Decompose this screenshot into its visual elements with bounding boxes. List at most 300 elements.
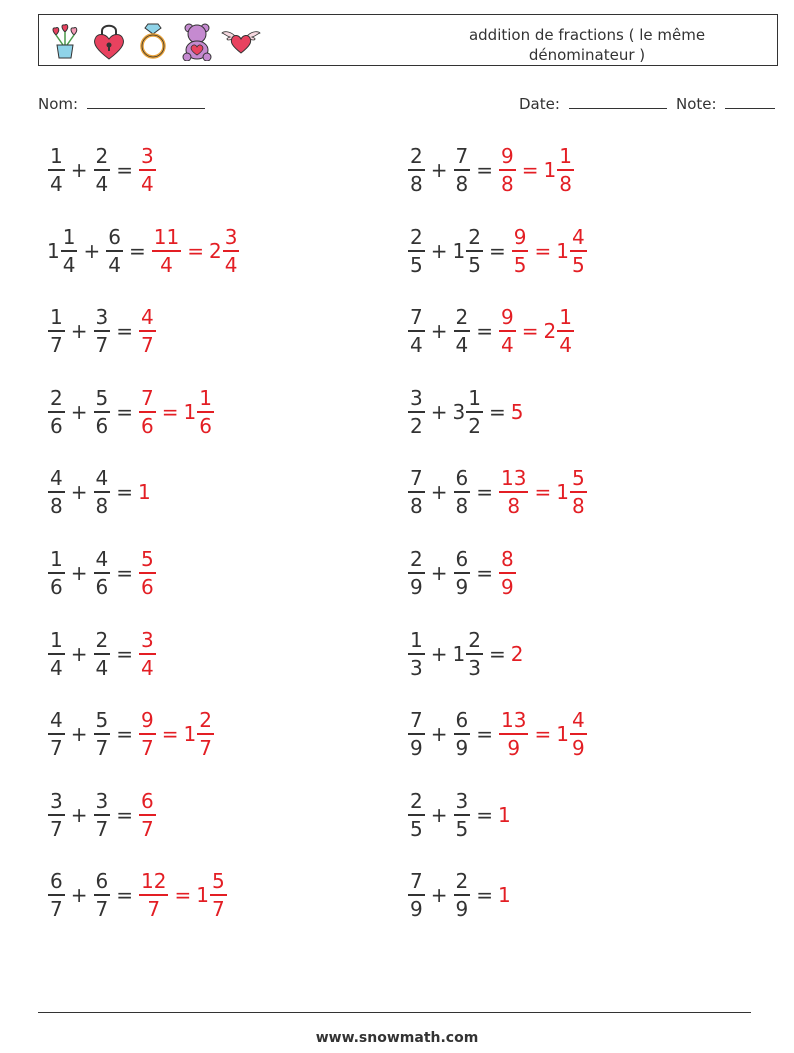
whole-part: 1 bbox=[47, 238, 60, 263]
numerator: 1 bbox=[50, 144, 63, 168]
mixed-number bbox=[93, 707, 112, 761]
fraction bbox=[94, 143, 111, 197]
denominator: 7 bbox=[141, 333, 154, 358]
fraction bbox=[94, 627, 111, 681]
whole-part: 1 bbox=[452, 238, 466, 263]
numerator: 7 bbox=[141, 385, 154, 410]
answer bbox=[498, 546, 517, 600]
equals-sign: = bbox=[116, 641, 133, 666]
mixed-number bbox=[138, 546, 157, 600]
numerator: 1 bbox=[559, 305, 572, 330]
whole-part: 2 bbox=[543, 319, 557, 344]
footer-divider bbox=[38, 1012, 751, 1013]
denominator: 7 bbox=[147, 897, 161, 922]
fraction bbox=[48, 627, 65, 681]
numerator: 8 bbox=[501, 547, 514, 571]
fraction bbox=[454, 143, 471, 197]
mixed-number bbox=[138, 627, 157, 681]
fraction bbox=[94, 465, 111, 519]
equals-sign: = bbox=[476, 802, 493, 827]
denominator: 8 bbox=[501, 172, 514, 196]
denominator: 7 bbox=[211, 897, 225, 922]
fraction bbox=[408, 143, 425, 197]
mixed-number bbox=[138, 707, 157, 761]
numerator: 6 bbox=[95, 869, 109, 894]
mixed-number bbox=[544, 304, 575, 358]
answer bbox=[151, 224, 241, 278]
denominator: 2 bbox=[468, 413, 481, 438]
numerator: 3 bbox=[95, 305, 109, 330]
numerator: 2 bbox=[50, 385, 63, 410]
denominator: 8 bbox=[571, 494, 585, 519]
denominator: 5 bbox=[410, 252, 423, 277]
denominator: 4 bbox=[50, 172, 63, 196]
mixed-number bbox=[498, 707, 529, 761]
mixed-number bbox=[498, 143, 517, 197]
denominator: 6 bbox=[95, 413, 109, 438]
fraction bbox=[408, 627, 425, 681]
mixed-number bbox=[453, 546, 472, 600]
problem-row bbox=[47, 301, 157, 361]
denominator: 4 bbox=[95, 172, 109, 196]
numerator: 12 bbox=[141, 869, 167, 894]
mixed-number bbox=[47, 627, 66, 681]
denominator: 4 bbox=[108, 252, 121, 277]
problem-row bbox=[407, 785, 511, 845]
denominator: 4 bbox=[141, 655, 154, 680]
plus-sign: + bbox=[430, 319, 448, 344]
whole-part: 1 bbox=[183, 722, 197, 747]
denominator: 6 bbox=[50, 575, 63, 599]
mixed-number bbox=[93, 546, 112, 600]
equals-sign: = bbox=[534, 722, 552, 747]
equals-sign: = bbox=[128, 238, 146, 263]
fraction bbox=[139, 868, 168, 922]
mixed-number bbox=[407, 788, 426, 842]
mixed-number bbox=[453, 868, 472, 922]
plus-sign: + bbox=[430, 722, 448, 747]
name-label: Nom: bbox=[38, 95, 79, 113]
numerator: 7 bbox=[410, 869, 423, 894]
answer bbox=[498, 707, 588, 761]
answer bbox=[511, 224, 588, 278]
fraction bbox=[557, 143, 574, 197]
answer bbox=[498, 465, 588, 519]
answer bbox=[138, 480, 151, 504]
problem-row bbox=[47, 462, 151, 522]
plus-sign: + bbox=[430, 802, 448, 827]
equals-sign: = bbox=[488, 641, 506, 666]
answer bbox=[138, 707, 215, 761]
numerator: 2 bbox=[410, 224, 423, 249]
numerator: 1 bbox=[50, 627, 63, 652]
equals-sign: = bbox=[476, 561, 493, 585]
fraction bbox=[499, 465, 528, 519]
fraction bbox=[48, 546, 65, 600]
numerator: 13 bbox=[501, 708, 527, 733]
mixed-number bbox=[47, 868, 66, 922]
answer bbox=[138, 868, 228, 922]
numerator: 3 bbox=[50, 788, 63, 813]
denominator: 9 bbox=[507, 736, 521, 761]
mixed-number bbox=[138, 143, 157, 197]
mixed-number bbox=[453, 304, 472, 358]
denominator: 6 bbox=[141, 575, 154, 599]
plus-sign: + bbox=[430, 641, 448, 666]
numerator: 4 bbox=[50, 708, 63, 733]
fraction bbox=[106, 224, 123, 278]
whole-part: 1 bbox=[196, 883, 209, 908]
problem-row bbox=[47, 785, 157, 845]
equals-sign: = bbox=[521, 319, 539, 344]
whole-part: 2 bbox=[208, 238, 222, 263]
mixed-number bbox=[453, 627, 484, 681]
denominator: 7 bbox=[141, 736, 154, 761]
mixed-number bbox=[556, 465, 587, 519]
mixed-number bbox=[47, 224, 78, 278]
mixed-number bbox=[407, 304, 426, 358]
numerator: 4 bbox=[571, 708, 585, 733]
denominator: 7 bbox=[50, 736, 63, 761]
mixed-number bbox=[407, 868, 426, 922]
fraction bbox=[48, 304, 65, 358]
numerator: 3 bbox=[95, 788, 109, 813]
mixed-number bbox=[184, 707, 215, 761]
whole-part: 2 bbox=[510, 641, 524, 666]
fraction bbox=[94, 304, 111, 358]
equals-sign: = bbox=[187, 238, 204, 263]
plus-sign: + bbox=[70, 722, 88, 747]
mixed-number bbox=[407, 546, 426, 600]
denominator: 4 bbox=[141, 172, 154, 196]
denominator: 3 bbox=[410, 655, 423, 680]
whole-number bbox=[498, 883, 511, 907]
numerator: 5 bbox=[211, 869, 225, 894]
mixed-number bbox=[453, 224, 484, 278]
problem-row bbox=[47, 382, 215, 442]
denominator: 4 bbox=[224, 252, 238, 277]
fraction bbox=[139, 627, 156, 681]
whole-number bbox=[138, 480, 151, 504]
numerator: 5 bbox=[141, 547, 154, 571]
fraction bbox=[94, 868, 111, 922]
fraction bbox=[139, 304, 156, 358]
numerator: 6 bbox=[455, 708, 469, 733]
mixed-number bbox=[498, 465, 529, 519]
denominator: 6 bbox=[199, 413, 212, 438]
fraction bbox=[454, 868, 471, 922]
numerator: 2 bbox=[410, 788, 423, 813]
mixed-number bbox=[93, 143, 112, 197]
numerator: 3 bbox=[455, 788, 469, 813]
mixed-number bbox=[93, 868, 112, 922]
fraction bbox=[139, 788, 156, 842]
equals-sign: = bbox=[476, 883, 493, 908]
fraction bbox=[466, 224, 483, 278]
fraction bbox=[408, 707, 425, 761]
numerator: 4 bbox=[95, 466, 109, 491]
mixed-number bbox=[498, 546, 517, 600]
denominator: 7 bbox=[95, 736, 109, 761]
denominator: 4 bbox=[50, 655, 63, 680]
mixed-number bbox=[407, 707, 426, 761]
denominator: 5 bbox=[455, 816, 469, 841]
problem-row bbox=[407, 704, 588, 764]
fraction bbox=[454, 465, 471, 519]
denominator: 9 bbox=[501, 575, 514, 599]
denominator: 7 bbox=[199, 736, 212, 761]
fraction bbox=[408, 304, 425, 358]
mixed-number bbox=[407, 465, 426, 519]
plus-sign: + bbox=[430, 561, 448, 585]
numerator: 13 bbox=[501, 466, 527, 491]
numerator: 9 bbox=[501, 305, 514, 330]
fraction bbox=[48, 788, 65, 842]
mixed-number bbox=[105, 224, 124, 278]
mixed-number bbox=[93, 788, 112, 842]
numerator: 9 bbox=[141, 708, 154, 733]
mixed-number bbox=[47, 143, 66, 197]
plus-sign: + bbox=[70, 641, 88, 666]
denominator: 8 bbox=[455, 172, 469, 196]
mixed-number bbox=[93, 465, 112, 519]
denominator: 8 bbox=[50, 494, 63, 519]
numerator: 9 bbox=[501, 144, 514, 168]
whole-part: 1 bbox=[556, 722, 569, 747]
fraction bbox=[454, 707, 471, 761]
problem-row bbox=[407, 221, 588, 281]
denominator: 2 bbox=[410, 413, 423, 438]
equals-sign: = bbox=[116, 319, 133, 344]
denominator: 9 bbox=[410, 897, 423, 922]
fraction bbox=[197, 707, 214, 761]
numerator: 4 bbox=[50, 466, 63, 491]
fraction bbox=[408, 224, 425, 278]
plus-sign: + bbox=[70, 480, 88, 505]
denominator: 6 bbox=[50, 413, 63, 438]
whole-part: 3 bbox=[452, 399, 466, 424]
plus-sign: + bbox=[430, 238, 448, 263]
fraction bbox=[499, 707, 528, 761]
answer bbox=[138, 627, 157, 681]
equals-sign: = bbox=[116, 399, 133, 424]
numerator: 6 bbox=[455, 466, 469, 491]
mixed-number bbox=[138, 304, 157, 358]
denominator: 7 bbox=[50, 897, 63, 922]
numerator: 5 bbox=[571, 466, 585, 491]
mixed-number bbox=[453, 788, 472, 842]
answer bbox=[498, 143, 575, 197]
problem-row bbox=[47, 704, 215, 764]
denominator: 7 bbox=[95, 897, 109, 922]
denominator: 8 bbox=[410, 172, 423, 196]
plus-sign: + bbox=[70, 802, 88, 827]
fraction bbox=[94, 546, 111, 600]
problem-row bbox=[407, 382, 523, 442]
problem-row bbox=[407, 462, 588, 522]
denominator: 4 bbox=[160, 252, 173, 277]
fraction bbox=[570, 707, 587, 761]
answer bbox=[498, 803, 511, 827]
denominator: 4 bbox=[62, 252, 76, 277]
problem-row bbox=[47, 221, 240, 281]
plus-sign: + bbox=[70, 158, 88, 182]
equals-sign: = bbox=[476, 158, 493, 182]
numerator: 2 bbox=[468, 627, 481, 652]
equals-sign: = bbox=[476, 722, 493, 747]
whole-number bbox=[511, 642, 524, 666]
whole-part: 1 bbox=[498, 883, 511, 908]
denominator: 9 bbox=[455, 575, 469, 599]
denominator: 8 bbox=[507, 494, 521, 519]
mixed-number bbox=[93, 627, 112, 681]
answer bbox=[138, 546, 157, 600]
fraction bbox=[152, 224, 181, 278]
equals-sign: = bbox=[116, 883, 133, 908]
problem-row bbox=[47, 865, 228, 925]
worksheet-title: addition de fractions ( le même dénominateur ) bbox=[468, 26, 706, 64]
denominator: 9 bbox=[455, 736, 469, 761]
fraction bbox=[454, 546, 471, 600]
mixed-number bbox=[407, 627, 426, 681]
fraction bbox=[48, 868, 65, 922]
numerator: 7 bbox=[410, 466, 423, 491]
denominator: 9 bbox=[410, 575, 423, 599]
mixed-number bbox=[209, 224, 240, 278]
numerator: 5 bbox=[95, 385, 109, 410]
whole-part: 1 bbox=[138, 480, 151, 505]
denominator: 5 bbox=[513, 252, 527, 277]
mixed-number bbox=[138, 788, 157, 842]
mixed-number bbox=[407, 143, 426, 197]
numerator: 2 bbox=[455, 305, 469, 330]
whole-number bbox=[498, 803, 511, 827]
numerator: 1 bbox=[199, 385, 212, 410]
numerator: 2 bbox=[199, 708, 212, 733]
fraction bbox=[557, 304, 574, 358]
fraction bbox=[466, 627, 483, 681]
equals-sign: = bbox=[534, 238, 552, 263]
note-label: Note: bbox=[676, 95, 717, 113]
fraction bbox=[48, 385, 65, 439]
denominator: 4 bbox=[410, 333, 423, 358]
fraction bbox=[512, 224, 529, 278]
mixed-number bbox=[453, 385, 484, 439]
mixed-number bbox=[556, 224, 587, 278]
equals-sign: = bbox=[116, 561, 133, 585]
numerator: 2 bbox=[468, 224, 481, 249]
fraction bbox=[570, 465, 587, 519]
fraction bbox=[210, 868, 227, 922]
equals-sign: = bbox=[116, 722, 133, 747]
plus-sign: + bbox=[70, 561, 88, 585]
answer bbox=[511, 400, 524, 424]
plus-sign: + bbox=[430, 158, 448, 182]
whole-part: 1 bbox=[556, 480, 569, 505]
fraction bbox=[408, 385, 425, 439]
denominator: 5 bbox=[571, 252, 585, 277]
fraction bbox=[139, 143, 156, 197]
denominator: 7 bbox=[95, 816, 109, 841]
plus-sign: + bbox=[430, 883, 448, 908]
whole-part: 1 bbox=[452, 641, 466, 666]
answer bbox=[138, 304, 157, 358]
fraction bbox=[61, 224, 78, 278]
denominator: 8 bbox=[559, 172, 572, 196]
whole-number bbox=[511, 400, 524, 424]
problem-row bbox=[407, 624, 523, 684]
numerator: 1 bbox=[62, 224, 76, 249]
numerator: 2 bbox=[95, 144, 109, 168]
plus-sign: + bbox=[70, 883, 88, 908]
numerator: 7 bbox=[455, 144, 469, 168]
whole-part: 1 bbox=[556, 238, 569, 263]
denominator: 8 bbox=[410, 494, 423, 519]
fraction bbox=[48, 465, 65, 519]
mixed-number bbox=[498, 304, 517, 358]
numerator: 4 bbox=[571, 224, 585, 249]
denominator: 7 bbox=[50, 816, 63, 841]
fraction bbox=[499, 143, 516, 197]
date-label: Date: bbox=[519, 95, 560, 113]
whole-part: 1 bbox=[498, 802, 511, 827]
equals-sign: = bbox=[161, 399, 179, 424]
numerator: 6 bbox=[108, 224, 121, 249]
equals-sign: = bbox=[488, 238, 506, 263]
mixed-number bbox=[47, 546, 66, 600]
fraction bbox=[570, 224, 587, 278]
mixed-number bbox=[47, 788, 66, 842]
equals-sign: = bbox=[476, 480, 493, 505]
problem-row bbox=[47, 543, 157, 603]
mixed-number bbox=[47, 385, 66, 439]
numerator: 3 bbox=[410, 385, 423, 410]
answer bbox=[138, 143, 157, 197]
fraction bbox=[94, 788, 111, 842]
mixed-number bbox=[453, 143, 472, 197]
denominator: 9 bbox=[571, 736, 585, 761]
equals-sign: = bbox=[161, 722, 179, 747]
problem-row bbox=[47, 624, 157, 684]
mixed-number bbox=[47, 707, 66, 761]
problem-row bbox=[47, 140, 157, 200]
answer bbox=[498, 304, 575, 358]
numerator: 6 bbox=[141, 788, 154, 813]
numerator: 4 bbox=[95, 547, 109, 571]
denominator: 4 bbox=[501, 333, 514, 358]
mixed-number bbox=[138, 385, 157, 439]
footer-url[interactable]: www.snowmath.com bbox=[315, 1030, 479, 1046]
mixed-number bbox=[138, 868, 169, 922]
numerator: 2 bbox=[410, 547, 423, 571]
fraction bbox=[408, 868, 425, 922]
plus-sign: + bbox=[430, 480, 448, 505]
whole-part: 1 bbox=[183, 399, 197, 424]
numerator: 5 bbox=[95, 708, 109, 733]
mixed-number bbox=[453, 465, 472, 519]
fraction bbox=[48, 143, 65, 197]
numerator: 2 bbox=[410, 144, 423, 168]
plus-sign: + bbox=[430, 399, 448, 424]
denominator: 6 bbox=[95, 575, 109, 599]
mixed-number bbox=[544, 143, 575, 197]
denominator: 8 bbox=[455, 494, 469, 519]
answer bbox=[138, 788, 157, 842]
fraction bbox=[223, 224, 240, 278]
numerator: 7 bbox=[410, 708, 423, 733]
numerator: 6 bbox=[455, 547, 469, 571]
numerator: 6 bbox=[50, 869, 63, 894]
